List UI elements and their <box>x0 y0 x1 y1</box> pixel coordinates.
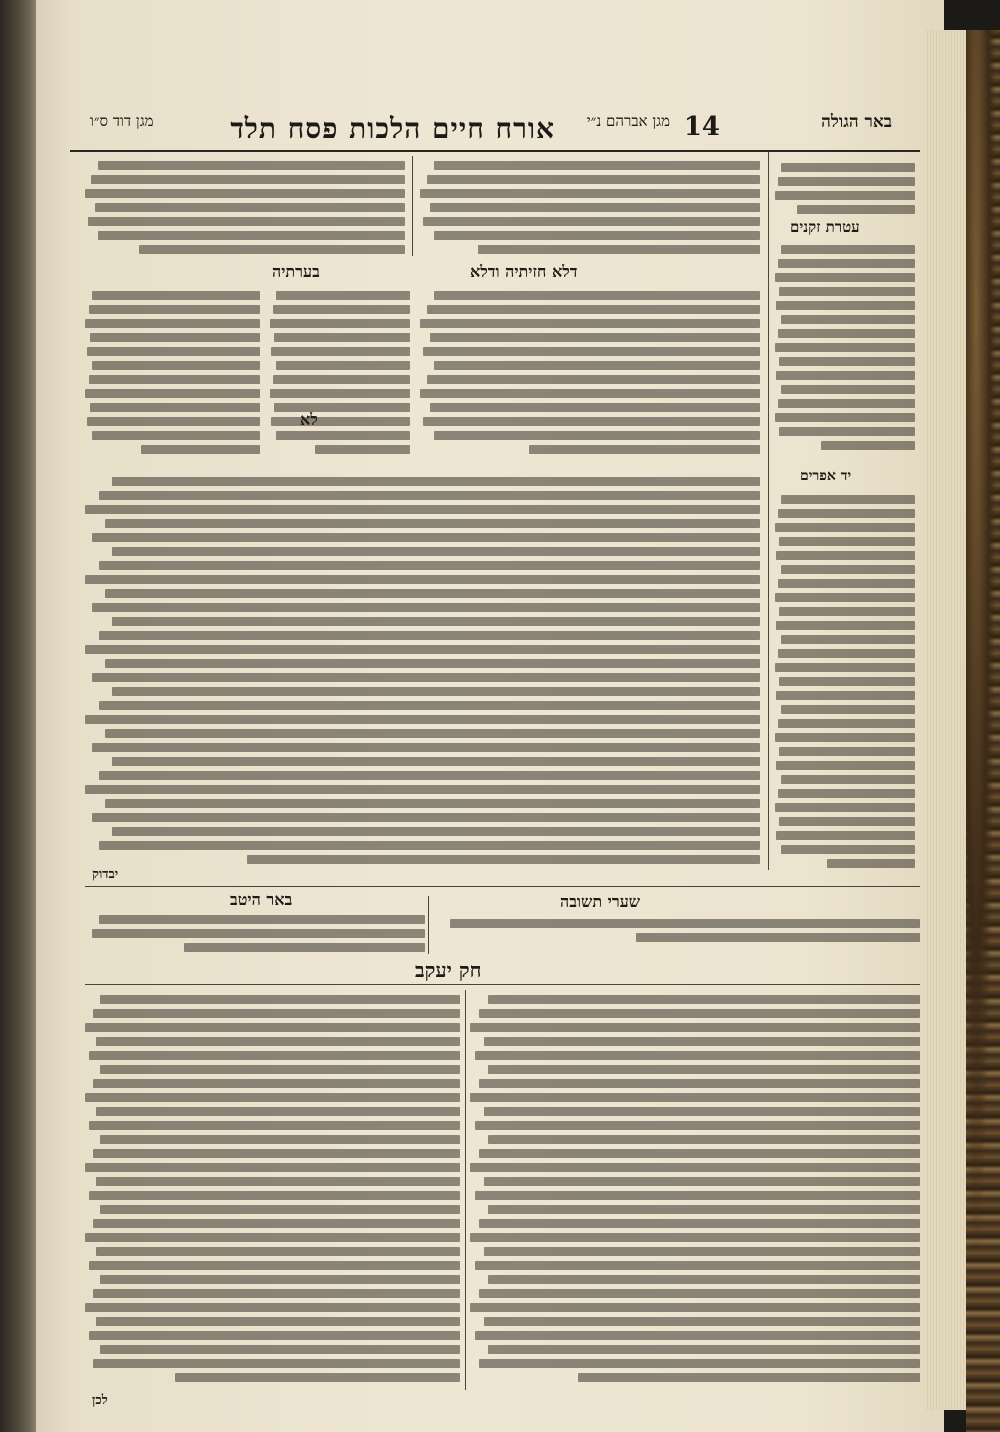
shulchan-aruch-text-right <box>420 286 760 466</box>
text-line <box>85 1163 460 1172</box>
text-line <box>423 417 760 426</box>
text-line <box>105 519 760 528</box>
header-magen-david: מגן דוד ס״ו <box>90 112 154 130</box>
text-line <box>85 785 760 794</box>
text-line <box>821 441 915 450</box>
text-line <box>779 747 915 756</box>
text-line <box>479 1149 920 1158</box>
text-line <box>89 1051 460 1060</box>
text-line <box>797 205 915 214</box>
text-line <box>470 1023 920 1032</box>
text-line <box>89 1121 460 1130</box>
beer-hagolah-notes <box>775 158 915 218</box>
text-line <box>105 589 760 598</box>
text-line <box>781 385 915 394</box>
text-line <box>484 1107 921 1116</box>
chok-yaakov-rule <box>85 984 920 985</box>
text-line <box>475 1121 921 1130</box>
drasha-heading-1: דלא חזיתיה ודלא <box>470 262 578 281</box>
text-line <box>112 547 760 556</box>
book-spine <box>966 30 1000 1432</box>
text-line <box>776 761 915 770</box>
text-line <box>85 1093 460 1102</box>
text-line <box>470 1163 920 1172</box>
shaarei-teshuva-text <box>430 914 920 954</box>
text-line <box>488 1275 920 1284</box>
text-line <box>273 305 410 314</box>
text-line <box>778 177 915 186</box>
lachen-catchword: לכן <box>92 1393 108 1408</box>
text-line <box>93 1079 461 1088</box>
lower-rule <box>85 886 920 887</box>
text-line <box>781 163 915 172</box>
text-line <box>99 915 425 924</box>
text-line <box>479 1009 920 1018</box>
column-divider-right <box>768 152 769 870</box>
text-line <box>93 1219 461 1228</box>
text-line <box>484 1037 921 1046</box>
yedotak-catchword: יבדוק <box>92 867 119 882</box>
text-line <box>92 813 760 822</box>
text-line <box>92 533 760 542</box>
text-line <box>270 319 410 328</box>
text-line <box>479 1289 920 1298</box>
magen-avraham-top-text <box>420 156 760 256</box>
main-commentary-body <box>85 472 760 864</box>
column-divider-top <box>412 156 413 256</box>
text-line <box>184 943 425 952</box>
text-line <box>781 705 915 714</box>
text-line <box>105 799 760 808</box>
text-line <box>92 673 760 682</box>
text-line <box>90 333 260 342</box>
text-line <box>778 579 915 588</box>
text-line <box>776 691 915 700</box>
text-line <box>89 305 261 314</box>
text-line <box>488 1345 920 1354</box>
text-line <box>175 1373 460 1382</box>
text-line <box>423 347 760 356</box>
text-line <box>781 245 915 254</box>
text-line <box>271 417 410 426</box>
header-beer-hagolah: באר הגולה <box>821 112 892 132</box>
chok-yaakov-heading: חק יעקב <box>415 958 482 982</box>
text-line <box>775 733 915 742</box>
text-line <box>778 329 915 338</box>
text-line <box>315 445 410 454</box>
text-line <box>96 1107 460 1116</box>
lo-word: לא <box>300 410 318 429</box>
text-line <box>100 1135 460 1144</box>
text-line <box>470 1303 920 1312</box>
text-line <box>479 1359 920 1368</box>
text-line <box>779 427 915 436</box>
text-line <box>112 757 760 766</box>
text-line <box>470 1233 920 1242</box>
text-line <box>92 291 260 300</box>
text-line <box>488 1205 920 1214</box>
text-line <box>420 189 760 198</box>
text-line <box>273 375 410 384</box>
text-line <box>781 775 915 784</box>
text-line <box>96 1247 460 1256</box>
text-line <box>479 1219 920 1228</box>
header-magen-avraham: מגן אברהם נ״י <box>586 112 670 130</box>
text-line <box>93 1359 461 1368</box>
text-line <box>781 635 915 644</box>
text-line <box>92 431 260 440</box>
chok-yaakov-divider <box>465 990 466 1390</box>
text-line <box>827 859 915 868</box>
text-line <box>112 617 760 626</box>
text-line <box>85 319 260 328</box>
text-line <box>779 287 915 296</box>
text-line <box>776 831 915 840</box>
text-line <box>475 1261 921 1270</box>
text-line <box>91 175 405 184</box>
text-line <box>434 231 760 240</box>
text-line <box>776 551 915 560</box>
rama-text-center <box>270 286 410 466</box>
text-line <box>90 403 260 412</box>
text-line <box>85 1023 460 1032</box>
text-line <box>776 621 915 630</box>
text-line <box>484 1247 921 1256</box>
text-line <box>776 301 915 310</box>
text-line <box>139 245 405 254</box>
text-line <box>89 1331 460 1340</box>
text-line <box>93 1149 461 1158</box>
text-line <box>112 477 760 486</box>
text-line <box>99 701 761 710</box>
text-line <box>775 593 915 602</box>
text-line <box>88 217 405 226</box>
text-line <box>87 417 260 426</box>
text-line <box>89 375 261 384</box>
text-line <box>778 789 915 798</box>
text-line <box>529 445 760 454</box>
text-line <box>85 189 405 198</box>
running-header <box>70 112 920 146</box>
text-line <box>470 1093 920 1102</box>
text-line <box>99 771 761 780</box>
header-rule <box>70 150 920 152</box>
text-line <box>276 361 410 370</box>
text-line <box>427 175 760 184</box>
text-line <box>484 1317 921 1326</box>
text-line <box>434 361 760 370</box>
text-line <box>434 431 760 440</box>
text-line <box>85 715 760 724</box>
text-line <box>100 995 460 1004</box>
atereth-zekenim-text <box>775 240 915 462</box>
text-line <box>423 217 760 226</box>
text-line <box>141 445 260 454</box>
shaarei-teshuva-heading: שערי תשובה <box>560 892 641 911</box>
text-line <box>478 245 760 254</box>
text-line <box>96 1177 460 1186</box>
magen-david-top-text <box>85 156 405 256</box>
text-line <box>776 371 915 380</box>
text-line <box>775 523 915 532</box>
text-line <box>105 659 760 668</box>
page-number: 14 <box>683 112 720 142</box>
text-line <box>276 291 410 300</box>
text-line <box>781 565 915 574</box>
beer-heitev-heading: באר היטב <box>230 890 293 909</box>
text-line <box>475 1191 921 1200</box>
text-line <box>779 677 915 686</box>
text-line <box>85 575 760 584</box>
text-line <box>484 1177 921 1186</box>
yad-efraim-heading: יד אפרים <box>800 468 852 484</box>
text-line <box>488 995 920 1004</box>
text-line <box>274 333 410 342</box>
text-line <box>775 343 915 352</box>
text-line <box>92 361 260 370</box>
text-line <box>99 631 761 640</box>
text-line <box>427 375 760 384</box>
text-line <box>105 729 760 738</box>
text-line <box>85 645 760 654</box>
text-line <box>98 161 405 170</box>
book-binding-left <box>0 0 36 1432</box>
text-line <box>578 1373 920 1382</box>
text-line <box>781 315 915 324</box>
text-line <box>271 347 410 356</box>
text-line <box>98 231 405 240</box>
text-line <box>488 1135 920 1144</box>
text-line <box>87 347 260 356</box>
text-line <box>450 919 920 928</box>
lower-divider <box>428 896 429 954</box>
text-line <box>430 203 760 212</box>
text-line <box>99 561 761 570</box>
text-line <box>89 1261 460 1270</box>
text-line <box>775 803 915 812</box>
text-line <box>781 845 915 854</box>
text-line <box>99 491 761 500</box>
text-line <box>778 719 915 728</box>
text-line <box>96 1037 460 1046</box>
text-line <box>434 291 760 300</box>
text-line <box>779 817 915 826</box>
text-line <box>112 827 760 836</box>
text-line <box>779 537 915 546</box>
text-line <box>475 1051 921 1060</box>
text-line <box>434 161 760 170</box>
text-line <box>779 607 915 616</box>
text-line <box>636 933 920 942</box>
page-title: אורח חיים הלכות פסח תלד <box>230 112 555 145</box>
chok-yaakov-text-left <box>85 990 460 1390</box>
text-line <box>420 389 760 398</box>
text-line <box>96 1317 460 1326</box>
text-line <box>775 191 915 200</box>
magen-david-text-left <box>85 286 260 466</box>
yad-efraim-text <box>775 490 915 870</box>
text-line <box>112 687 760 696</box>
text-line <box>778 649 915 658</box>
text-line <box>92 743 760 752</box>
text-line <box>247 855 760 864</box>
drasha-heading-2: בערתיה <box>272 262 320 281</box>
atereth-zekenim-heading: עטרת זקנים <box>790 218 860 236</box>
text-line <box>100 1205 460 1214</box>
text-line <box>479 1079 920 1088</box>
text-line <box>93 1009 461 1018</box>
text-line <box>276 431 410 440</box>
text-line <box>85 505 760 514</box>
text-line <box>85 1303 460 1312</box>
text-line <box>100 1345 460 1354</box>
text-line <box>270 389 410 398</box>
text-line <box>93 1289 461 1298</box>
text-line <box>475 1331 921 1340</box>
text-line <box>430 333 760 342</box>
text-line <box>100 1065 460 1074</box>
text-line <box>100 1275 460 1284</box>
text-line <box>85 1233 460 1242</box>
text-line <box>430 403 760 412</box>
text-line <box>488 1065 920 1074</box>
text-line <box>427 305 760 314</box>
text-line <box>92 929 425 938</box>
chok-yaakov-text-right <box>470 990 920 1390</box>
text-line <box>92 603 760 612</box>
text-line <box>778 259 915 268</box>
text-line <box>775 663 915 672</box>
text-line <box>781 495 915 504</box>
text-line <box>95 203 405 212</box>
text-line <box>775 413 915 422</box>
beer-heitev-text <box>85 910 425 954</box>
text-line <box>778 509 915 518</box>
text-line <box>274 403 410 412</box>
text-line <box>89 1191 460 1200</box>
text-line <box>420 319 760 328</box>
text-line <box>779 357 915 366</box>
text-line <box>778 399 915 408</box>
text-line <box>99 841 761 850</box>
text-line <box>85 389 260 398</box>
text-line <box>775 273 915 282</box>
